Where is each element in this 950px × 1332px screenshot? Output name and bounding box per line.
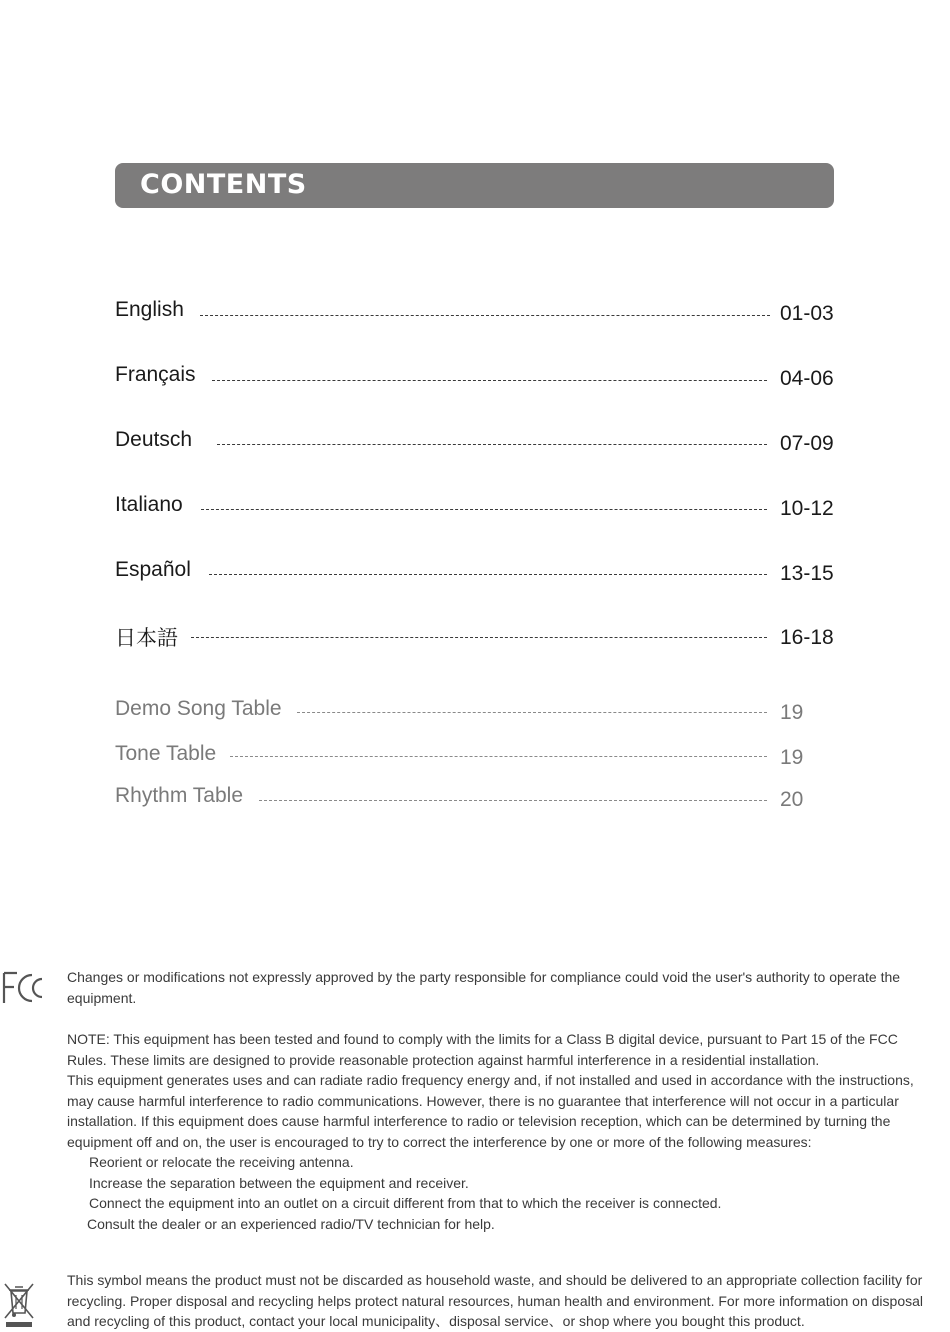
toc-entry-demo-song-table[interactable] [115,697,835,733]
dot-leader [259,800,767,801]
page-title: CONTENTS [140,169,307,200]
toc-entry-rhythm-table[interactable] [115,784,835,820]
fcc-statement: Changes or modifications not expressly approved by the party responsible for compliance could void the user's authority to operate the equipment. [67,969,901,1006]
dot-leader [212,380,767,381]
fcc-measures-list [67,1152,937,1234]
dot-leader [191,637,767,638]
toc-entry-label: Italiano [115,493,183,516]
toc-entry-label: Rhythm Table [115,784,244,807]
dot-leader [200,315,770,316]
list-item: Reorient or relocate the receiving antenna. [89,1154,354,1170]
toc-entry-francais[interactable] [115,363,835,399]
toc-entry-english[interactable] [115,298,835,334]
toc-entry-tone-table[interactable] [115,742,835,778]
toc-entry-pages: 04-06 [780,367,834,390]
dot-leader [209,574,767,575]
toc-entry-deutsch[interactable] [115,428,835,464]
dot-leader [217,444,767,445]
crossed-bin-icon [2,1279,36,1327]
toc-entry-pages: 20 [780,788,804,811]
toc-entry-label: Deutsch [115,428,193,451]
toc-entry-label: Français [115,363,196,386]
toc-entry-pages: 07-09 [780,432,834,455]
toc-entry-pages: 16-18 [780,626,834,649]
fcc-note-paragraph: This equipment generates uses and can radiate radio frequency energy and, if not installed and used in accordance with the instructions, may cause harmful interference to radio communications. However, there is no guarantee that interference will not occur in a particular installation. If this equipment does cause harmful interference to radio or television reception, which can be determined by turning the equipment off and on, the user is encouraged to try to correct the interference by one or more of the following measures: [67,1072,914,1150]
toc-entry-pages: 13-15 [780,562,834,585]
toc-entry-label: 日本語 [115,627,178,650]
list-item: Consult the dealer or an experienced radio/TV technician for help. [87,1215,495,1232]
toc-entry-label: English [115,298,184,321]
toc-entry-label: Tone Table [115,742,217,765]
dot-leader [230,756,767,757]
list-item: Connect the equipment into an outlet on a circuit different from that to which the receiver is connected. [89,1195,722,1211]
fcc-logo-icon [2,970,46,1006]
fcc-note [67,1029,937,1234]
toc-entry-italiano[interactable] [115,493,835,529]
list-item: Increase the separation between the equipment and receiver. [89,1174,469,1191]
toc-entry-pages: 01-03 [780,302,834,325]
toc-entry-pages: 10-12 [780,497,834,520]
toc-entry-label: Demo Song Table [115,697,282,720]
dot-leader [297,712,767,713]
toc-entry-pages: 19 [780,746,804,769]
toc-entry-espanol[interactable] [115,558,835,594]
toc-entry-pages: 19 [780,701,804,724]
disposal-statement: This symbol means the product must not be discarded as household waste, and should be delivered to an appropriate collection facility for recycling. Proper disposal and recycling helps protect natural resources, human health and environment. For more information on disposal and recycling of this product, contact your local municipality、disposal service、or shop where you bought this product. [67,1272,924,1329]
contents-banner [115,163,834,208]
fcc-note-paragraph: NOTE: This equipment has been tested and found to comply with the limits for a Class B digital device, pursuant to Part 15 of the FCC Rules. These limits are designed to provide reasonable protection against harmful interference in a residential installation. [67,1031,898,1068]
toc-entry-japanese[interactable] [115,622,835,658]
toc-entry-label: Español [115,558,191,581]
dot-leader [201,509,767,510]
